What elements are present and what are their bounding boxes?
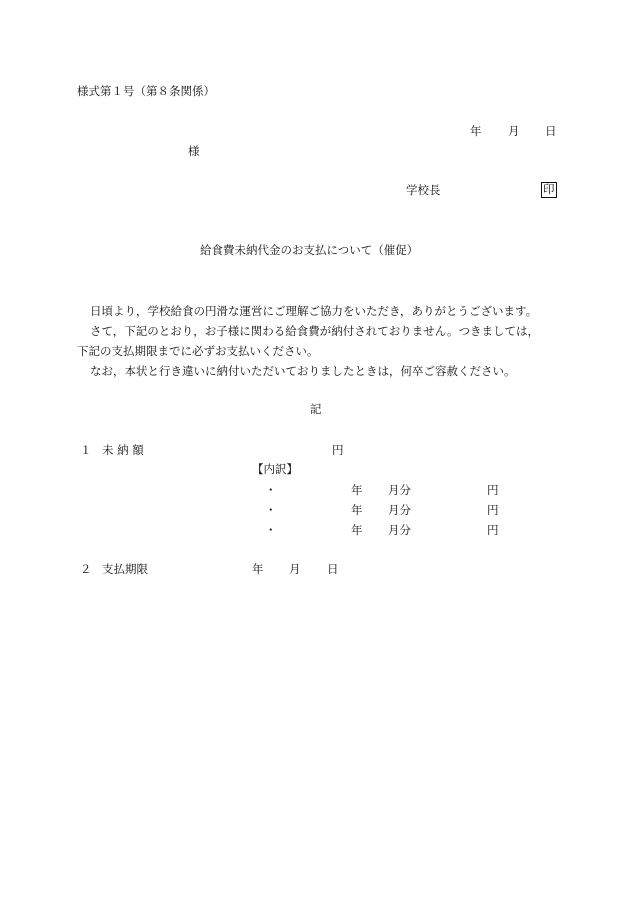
breakdown-row-2-year: 年	[351, 503, 363, 517]
recipient-suffix: 様	[188, 144, 200, 158]
body-line-1: 日頃より，学校給食の円滑な運営にご理解ご協力をいただき，ありがとうございます。	[90, 304, 538, 318]
breakdown-row-3-month: 月分	[388, 523, 411, 537]
item1-label: 未 納 額	[102, 443, 144, 457]
date-day: 日	[545, 124, 557, 138]
breakdown-row-3-year: 年	[351, 523, 363, 537]
item2-year: 年	[252, 562, 264, 576]
item1-number: １	[80, 443, 92, 457]
breakdown-row-1-year: 年	[351, 483, 363, 497]
body-line-2: さて，下記のとおり，お子様に関わる給食費が納付されておりません。つきましては，	[90, 324, 539, 338]
breakdown-row-2-unit: 円	[487, 503, 499, 517]
date-month: 月	[508, 124, 520, 138]
body-line-4: なお，本状と行き違いに納付いただいておりましたときは，何卒ご容赦ください。	[90, 364, 516, 378]
ki-heading: 記	[310, 402, 322, 416]
form-number: 様式第１号（第８条関係）	[77, 84, 215, 98]
date-year: 年	[470, 124, 482, 138]
breakdown-row-1-bullet: ・	[265, 483, 277, 497]
breakdown-heading: 【内訳】	[252, 462, 298, 476]
breakdown-row-1-month: 月分	[388, 483, 411, 497]
seal-label: 印	[543, 182, 555, 196]
item2-day: 日	[327, 562, 339, 576]
breakdown-row-2-bullet: ・	[265, 503, 277, 517]
sender-title: 学校長	[406, 183, 441, 197]
breakdown-row-1-unit: 円	[487, 483, 499, 497]
subject-title: 給食費未納代金のお支払について（催促）	[200, 243, 419, 257]
seal-mark	[541, 182, 557, 198]
item2-month: 月	[289, 562, 301, 576]
item2-label: 支払期限	[102, 562, 148, 576]
item1-unit: 円	[332, 443, 344, 457]
breakdown-row-3-unit: 円	[487, 523, 499, 537]
breakdown-row-2-month: 月分	[388, 503, 411, 517]
body-line-3: 下記の支払期限までに必ずお支払いください。	[77, 344, 319, 358]
item2-number: ２	[80, 562, 92, 576]
breakdown-row-3-bullet: ・	[265, 523, 277, 537]
